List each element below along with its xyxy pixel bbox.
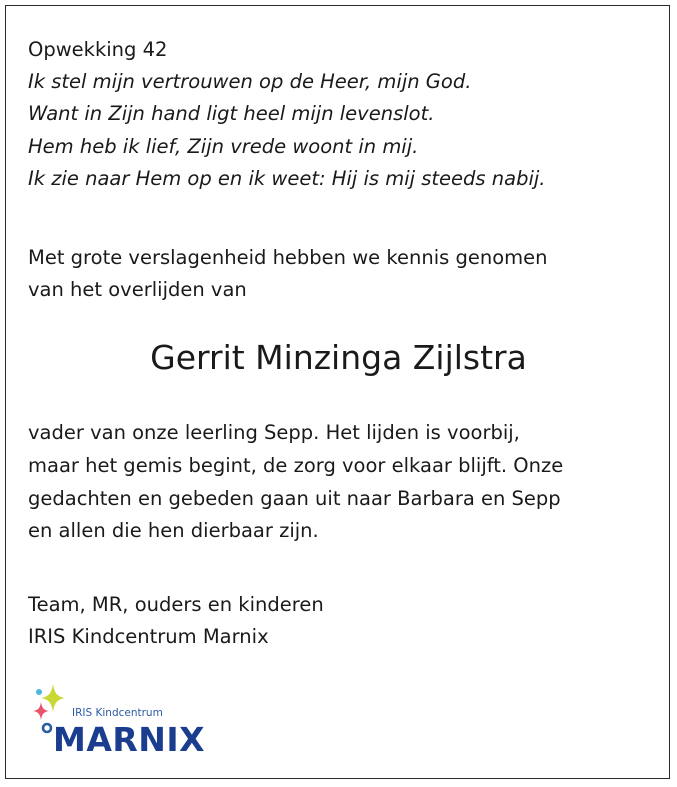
poem-line: Ik stel mijn vertrouwen op de Heer, mijn God. — [28, 70, 472, 93]
poem-line: Ik zie naar Hem op en ik weet: Hij is mij steeds nabij. — [28, 167, 546, 190]
poem-heading: Opwekking 42 — [28, 38, 168, 61]
body-line: vader van onze leerling Sepp. Het lijden is voorbij, — [28, 421, 520, 444]
poem-line: Want in Zijn hand ligt heel mijn levenslot. — [28, 102, 435, 125]
intro-line: Met grote verslagenheid hebben we kennis genomen — [28, 246, 548, 269]
body-line: en allen die hen dierbaar zijn. — [28, 519, 319, 542]
body-line: maar het gemis begint, de zorg voor elkaar blijft. Onze — [28, 454, 564, 477]
intro-line: van het overlijden van — [28, 278, 247, 301]
logo-subtitle: IRIS Kindcentrum — [72, 707, 163, 719]
deceased-name: Gerrit Minzinga Zijlstra — [150, 338, 527, 377]
signature-line: Team, MR, ouders en kinderen — [28, 593, 324, 616]
logo-star-icon — [33, 702, 49, 720]
body-line: gedachten en gebeden gaan uit naar Barbara en Sepp — [28, 487, 561, 510]
logo-ring-icon — [43, 724, 51, 732]
signature-line: IRIS Kindcentrum Marnix — [28, 625, 269, 648]
logo-dot-icon — [36, 689, 42, 695]
school-logo — [31, 684, 231, 764]
logo-title: MARNIX — [53, 720, 206, 759]
logo-star-icon — [41, 684, 65, 712]
poem-line: Hem heb ik lief, Zijn vrede woont in mij. — [28, 135, 419, 158]
